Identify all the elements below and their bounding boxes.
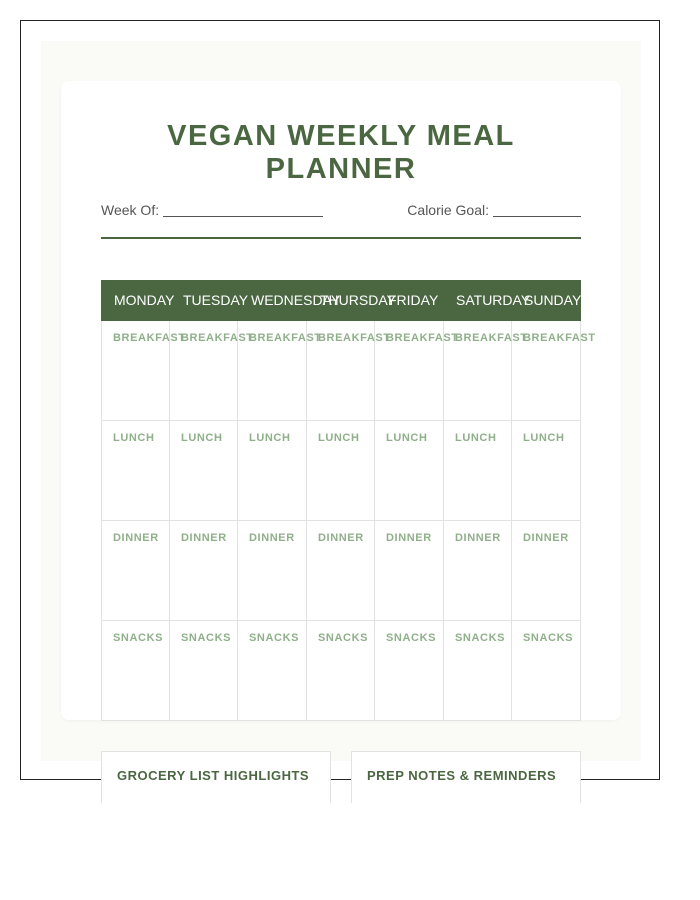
meal-label-lunch: LUNCH xyxy=(249,432,291,444)
page-bottom-blank xyxy=(0,803,700,900)
meal-label-dinner: DINNER xyxy=(113,532,159,544)
meal-cell[interactable] xyxy=(101,621,170,721)
header-divider xyxy=(101,237,581,239)
meal-cell[interactable] xyxy=(307,621,375,721)
day-header-monday: MONDAY xyxy=(114,292,175,308)
day-header-sunday: SUNDAY xyxy=(524,292,582,308)
meal-label-breakfast: BREAKFAST xyxy=(523,332,596,344)
meta-row xyxy=(101,202,581,222)
page-title: VEGAN WEEKLY MEAL PLANNER xyxy=(167,120,515,185)
calorie-goal-blank-line[interactable] xyxy=(493,202,581,217)
meal-cell[interactable] xyxy=(375,521,444,621)
meal-label-breakfast: BREAKFAST xyxy=(249,332,322,344)
meal-cell[interactable] xyxy=(512,321,596,421)
meal-label-snacks: SNACKS xyxy=(318,632,369,644)
day-header-friday: FRIDAY xyxy=(388,292,439,308)
meal-label-snacks: SNACKS xyxy=(455,632,506,644)
meal-label-breakfast: BREAKFAST xyxy=(181,332,254,344)
meal-label-breakfast: BREAKFAST xyxy=(113,332,186,344)
meal-cell[interactable] xyxy=(512,621,581,721)
meal-cell[interactable] xyxy=(512,521,581,621)
meal-cell[interactable] xyxy=(170,621,238,721)
meal-label-breakfast: BREAKFAST xyxy=(318,332,391,344)
meal-cell[interactable] xyxy=(444,321,528,421)
meal-cell[interactable] xyxy=(170,321,254,421)
week-of-blank-line[interactable] xyxy=(163,202,323,217)
meal-label-dinner: DINNER xyxy=(318,532,364,544)
meal-cell[interactable] xyxy=(238,321,322,421)
meal-label-dinner: DINNER xyxy=(249,532,295,544)
grocery-list-box[interactable] xyxy=(101,751,331,811)
meal-label-snacks: SNACKS xyxy=(181,632,232,644)
meal-cell[interactable] xyxy=(238,621,307,721)
meal-cell[interactable] xyxy=(375,321,459,421)
meal-label-breakfast: BREAKFAST xyxy=(386,332,459,344)
week-of-field[interactable] xyxy=(101,202,323,218)
meal-cell[interactable] xyxy=(307,421,375,521)
meal-cell[interactable] xyxy=(101,321,186,421)
week-of-label: Week Of: xyxy=(101,202,160,218)
meal-label-snacks: SNACKS xyxy=(249,632,300,644)
meal-cell[interactable] xyxy=(101,421,170,521)
day-header-saturday: SATURDAY xyxy=(456,292,531,308)
meal-label-lunch: LUNCH xyxy=(455,432,497,444)
meal-label-dinner: DINNER xyxy=(386,532,432,544)
meal-cell[interactable] xyxy=(238,521,307,621)
prep-notes-box[interactable] xyxy=(351,751,581,811)
meal-label-dinner: DINNER xyxy=(523,532,569,544)
meal-label-lunch: LUNCH xyxy=(113,432,155,444)
meal-grid xyxy=(101,280,596,720)
meal-label-dinner: DINNER xyxy=(181,532,227,544)
meal-label-snacks: SNACKS xyxy=(113,632,164,644)
meal-cell[interactable] xyxy=(444,421,512,521)
meal-cell[interactable] xyxy=(307,521,375,621)
prep-notes-title: PREP NOTES & REMINDERS xyxy=(367,768,557,783)
day-header-thursday: THURSDAY xyxy=(320,292,396,308)
meal-cell[interactable] xyxy=(238,421,307,521)
calorie-goal-label: Calorie Goal: xyxy=(407,202,489,218)
meal-label-lunch: LUNCH xyxy=(318,432,360,444)
calorie-goal-field[interactable] xyxy=(407,202,581,218)
meal-cell[interactable] xyxy=(170,521,238,621)
meal-cell[interactable] xyxy=(170,421,238,521)
meal-cell[interactable] xyxy=(307,321,391,421)
day-header-row xyxy=(101,280,581,321)
meal-cell[interactable] xyxy=(375,621,444,721)
meal-label-lunch: LUNCH xyxy=(523,432,565,444)
grocery-list-title: GROCERY LIST HIGHLIGHTS xyxy=(117,768,310,783)
day-header-wednesday: WEDNESDAY xyxy=(251,292,341,308)
meal-cell[interactable] xyxy=(101,521,170,621)
meal-cell[interactable] xyxy=(444,521,512,621)
meal-label-snacks: SNACKS xyxy=(386,632,437,644)
meal-label-breakfast: BREAKFAST xyxy=(455,332,528,344)
meal-label-dinner: DINNER xyxy=(455,532,501,544)
day-header-tuesday: TUESDAY xyxy=(183,292,249,308)
meal-cell[interactable] xyxy=(444,621,512,721)
meal-label-lunch: LUNCH xyxy=(181,432,223,444)
meal-cell[interactable] xyxy=(375,421,444,521)
meal-label-snacks: SNACKS xyxy=(523,632,574,644)
meal-label-lunch: LUNCH xyxy=(386,432,428,444)
meal-cell[interactable] xyxy=(512,421,581,521)
